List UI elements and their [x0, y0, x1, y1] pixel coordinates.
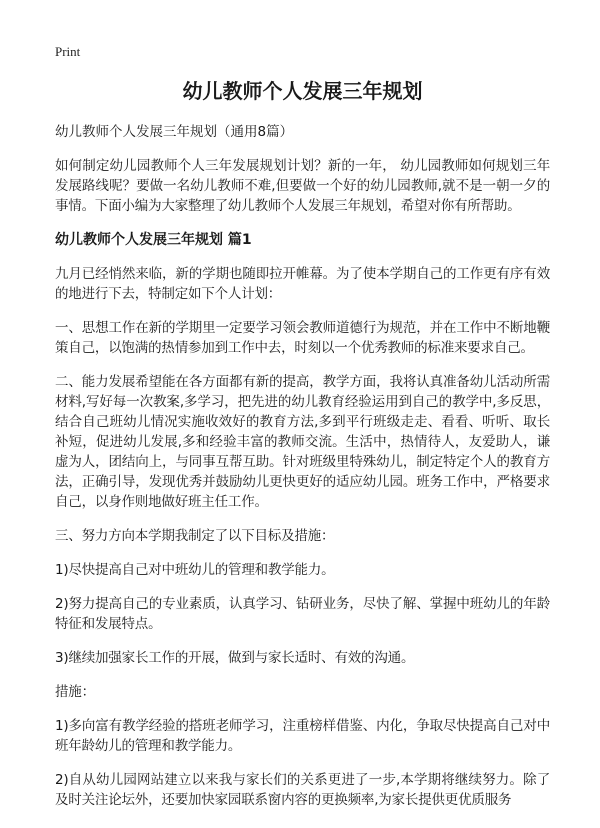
section-heading: 幼儿教师个人发展三年规划 篇1: [55, 232, 252, 248]
paragraph: 一、思想工作在新的学期里一定要学习领会教师道德行为规范，并在工作中不断地鞭策自己，以饱满的热情参加到工作中去，时刻以一个优秀教师的标准来要求自己。: [55, 320, 550, 356]
print-label[interactable]: Print: [55, 44, 81, 59]
document-title: 幼儿教师个人发展三年规划: [182, 79, 423, 103]
list-item: 2)自从幼儿园网站建立以来我与家长们的关系更进了一步,本学期将继续努力。除了及时关注论坛外，还要加快家园联系窗内容的更换频率,为家长提供更优质服务: [55, 772, 550, 808]
list-item: 3)继续加强家长工作的开展，做到与家长适时、有效的沟通。: [55, 650, 415, 666]
paragraph: 九月已经悄然来临，新的学期也随即拉开帷幕。为了使本学期自己的工作更有序有效的地进行下去，特制定如下个人计划：: [55, 266, 550, 302]
paragraph: 二、能力发展希望能在各方面都有新的提高，教学方面，我将认真准备幼儿活动所需材料,写好每一次教案,多学习，把先进的幼儿教育经验运用到自己的教学中,多反思，结合自己班幼儿情况实施收效好的教育方法,多到平行班级走走、看看、听听、取长补短，促进幼儿发展,多和经验丰富的教师交流。生活中，热情待人，友爱助人，谦虚为人，团结向上，与同事互帮互助。针对班级里特殊幼儿，制定特定个人的教育方法，正确引导，发现优秀并鼓励幼儿更快更好的适应幼儿园。班务工作中，严格要求自己，以身作则地做好班主任工作。: [55, 374, 550, 510]
list-item: 1)尽快提高自己对中班幼儿的管理和教学能力。: [55, 562, 335, 578]
list-item: 2)努力提高自己的专业素质，认真学习、钻研业务，尽快了解、掌握中班幼儿的年龄特征和发展特点。: [55, 596, 550, 632]
document-subtitle: 幼儿教师个人发展三年规划（通用8篇）: [55, 124, 294, 140]
intro-paragraph: 如何制定幼儿园教师个人三年发展规划计划？新的一年， 幼儿园教师如何规划三年发展路线呢？要做一名幼儿教师不难,但要做一个好的幼儿园教师,就不是一朝一夕的事情。下面小编为大家整理了幼儿教师个人发展三年规划，希望对你有所帮助。: [55, 158, 550, 214]
list-item: 1)多向富有教学经验的搭班老师学习，注重榜样借鉴、内化，争取尽快提高自己对中班年龄幼儿的管理和教学能力。: [55, 718, 550, 754]
paragraph: 三、努力方向本学期我制定了以下目标及措施：: [55, 528, 335, 544]
measures-label: 措施：: [55, 684, 95, 700]
